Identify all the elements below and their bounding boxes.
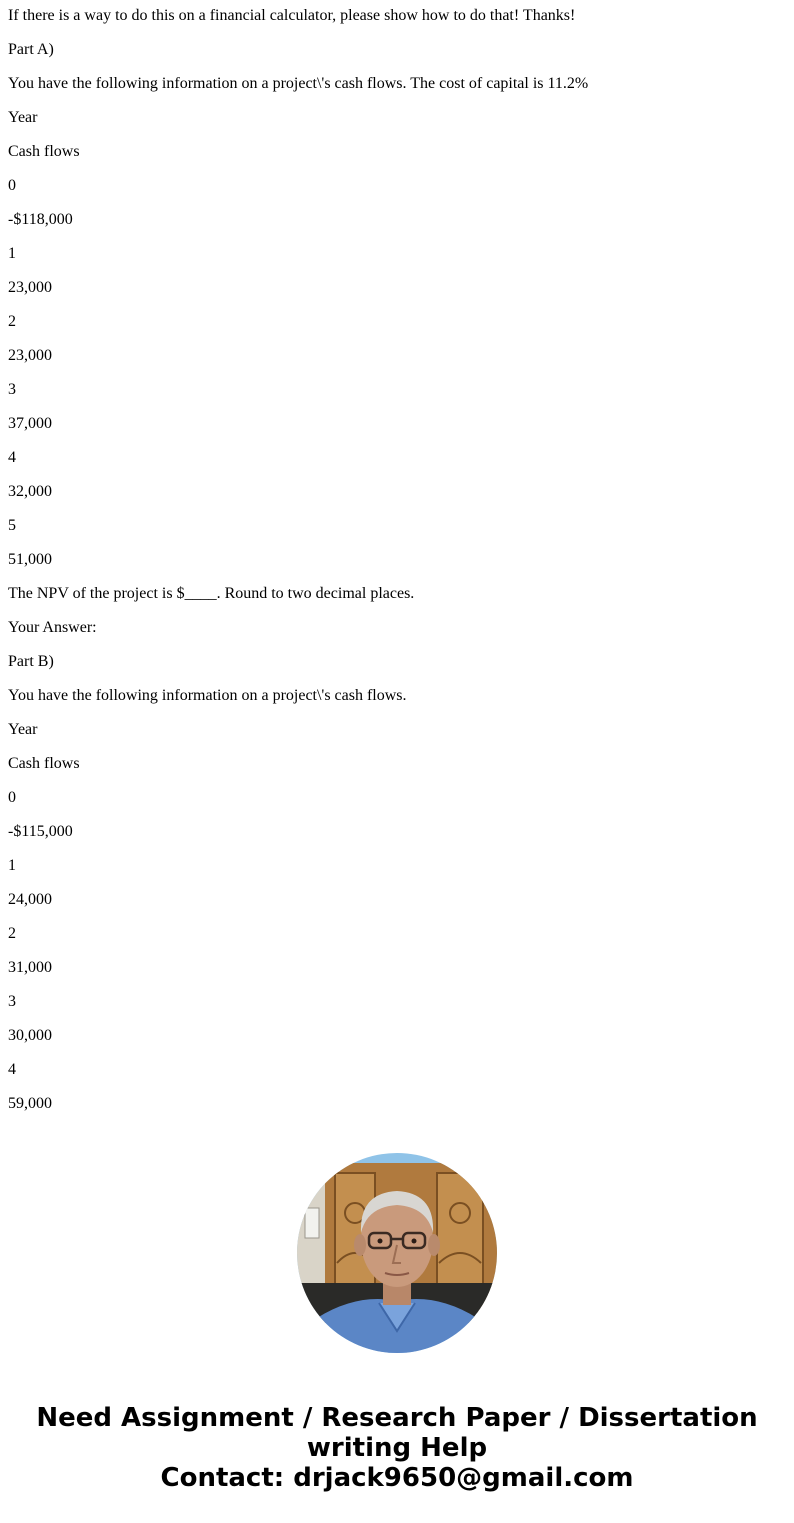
promo-line-1: Need Assignment / Research Paper / Dissertation — [36, 1403, 758, 1433]
part-b-cash-1: 24,000 — [8, 891, 52, 908]
part-a-header-year: Year — [8, 109, 38, 126]
part-b-cash-4: 59,000 — [8, 1095, 52, 1112]
part-a-cash-3: 37,000 — [8, 415, 52, 432]
part-b-cash-2: 31,000 — [8, 959, 52, 976]
part-a-year-0: 0 — [8, 177, 16, 194]
part-b-year-4: 4 — [8, 1061, 16, 1078]
part-a-cash-0: -$118,000 — [8, 211, 73, 228]
part-a-year-2: 2 — [8, 313, 16, 330]
tutor-photo — [297, 1153, 497, 1353]
answer-label: Your Answer: — [8, 619, 97, 636]
promo-banner — [0, 1403, 794, 1493]
part-a-year-5: 5 — [8, 517, 16, 534]
part-a-cash-1: 23,000 — [8, 279, 52, 296]
part-b-prompt: You have the following information on a project\'s cash flows. — [8, 687, 407, 704]
part-b-label: Part B) — [8, 653, 54, 670]
part-b-year-3: 3 — [8, 993, 16, 1010]
tutor-avatar — [297, 1153, 497, 1353]
part-b-header-year: Year — [8, 721, 38, 738]
part-b-header-cash: Cash flows — [8, 755, 80, 772]
part-a-cash-5: 51,000 — [8, 551, 52, 568]
promo-line-2: writing Help — [306, 1433, 488, 1463]
part-a-year-1: 1 — [8, 245, 16, 262]
question-text — [8, 6, 786, 1128]
intro-text: If there is a way to do this on a financial calculator, please show how to do that! Thanks! — [8, 7, 576, 24]
part-a-label: Part A) — [8, 41, 54, 58]
part-a-cash-4: 32,000 — [8, 483, 52, 500]
part-b-year-0: 0 — [8, 789, 16, 806]
part-a-cash-2: 23,000 — [8, 347, 52, 364]
part-b-year-1: 1 — [8, 857, 16, 874]
part-a-header-cash: Cash flows — [8, 143, 80, 160]
part-a-prompt: You have the following information on a project\'s cash flows. The cost of capital is 11.2% — [8, 75, 589, 92]
part-b-year-2: 2 — [8, 925, 16, 942]
part-a-year-3: 3 — [8, 381, 16, 398]
promo-contact: Contact: drjack9650@gmail.com — [160, 1463, 634, 1493]
part-b-cash-3: 30,000 — [8, 1027, 52, 1044]
part-b-cash-0: -$115,000 — [8, 823, 73, 840]
part-a-year-4: 4 — [8, 449, 16, 466]
npv-prompt: The NPV of the project is $____. Round to two decimal places. — [8, 585, 415, 602]
